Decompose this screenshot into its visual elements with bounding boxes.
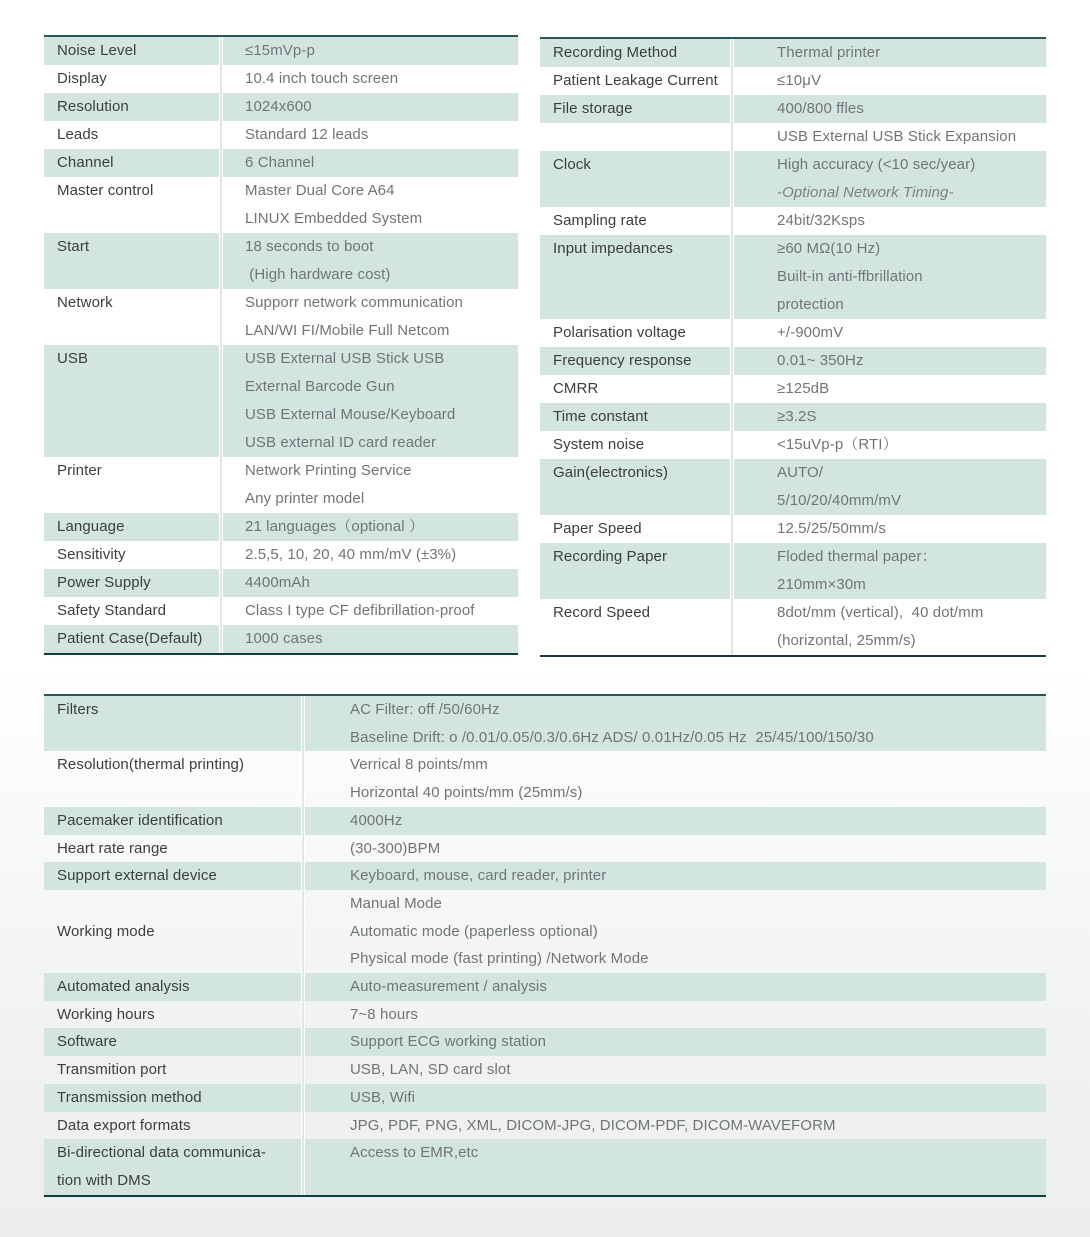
spec-value: <15uVp-p（RTI） [777,436,898,453]
spec-label: File storage [553,100,633,117]
spec-label: Safety Standard [57,602,167,619]
spec-value: ≤15mVp-p [245,42,315,59]
spec-label: Support external device [57,867,217,885]
spec-label: Polarisation voltage [553,324,686,341]
spec-row [44,973,1046,1001]
spec-row [44,457,518,513]
spec-row [44,625,518,653]
spec-label: Sensitivity [57,546,126,563]
spec-label: Patient Case(Default) [57,630,203,647]
spec-row [540,123,1046,151]
spec-row [44,1028,1046,1056]
spec-label: Frequency response [553,352,692,369]
spec-row [540,319,1046,347]
spec-label: Noise Level [57,42,137,59]
spec-row [44,93,518,121]
spec-row [44,65,518,93]
spec-value: 1000 cases [245,630,323,647]
spec-row [540,459,1046,515]
spec-value: 2.5,5, 10, 20, 40 mm/mV (±3%) [245,546,457,563]
spec-label: Resolution [57,98,129,115]
spec-row [540,347,1046,375]
spec-value: Keyboard, mouse, card reader, printer [350,867,607,885]
spec-label: Resolution(thermal printing) [57,756,245,774]
spec-row [44,149,518,177]
spec-row [540,207,1046,235]
spec-label: Software [57,1033,117,1051]
spec-label: CMRR [553,380,599,397]
spec-label: Input impedances [553,240,674,257]
spec-label: Record Speed [553,604,651,621]
spec-value: 21 languages（optional ） [245,518,425,535]
spec-label: Network [57,294,113,311]
spec-row [44,513,518,541]
spec-value: Manual Mode Automatic mode (paperless optional) Physical mode (fast printing) /Network Mode [350,894,649,968]
spec-row [44,121,518,149]
spec-row [44,345,518,457]
spec-value: Network Printing Service Any printer model [245,462,412,507]
spec-value: High accuracy (<10 sec/year) -Optional Network Timing- [777,156,976,201]
spec-label: Heart rate range [57,839,168,857]
spec-value: 12.5/25/50mm/s [777,520,886,537]
spec-row [540,67,1046,95]
spec-label: Sampling rate [553,212,647,229]
spec-label [540,123,732,151]
spec-row [44,289,518,345]
spec-row [44,1084,1046,1112]
spec-row [540,39,1046,67]
spec-row [44,541,518,569]
spec-value: Auto-measurement / analysis [350,978,547,996]
spec-label: Time constant [553,408,648,425]
spec-row [44,751,1046,806]
spec-row [540,403,1046,431]
spec-value: Thermal printer [777,44,881,61]
spec-row [44,37,518,65]
spec-value: Access to EMR,etc [350,1144,479,1162]
spec-value: (30-300)BPM [350,839,441,857]
spec-label: Transmition port [57,1061,167,1079]
spec-value: USB, LAN, SD card slot [350,1061,511,1079]
spec-value: 18 seconds to boot (High hardware cost) [245,238,391,283]
spec-row [540,599,1046,655]
spec-row [44,1139,1046,1194]
spec-value: ≥125dB [777,380,830,397]
spec-label: Start [57,238,90,255]
spec-row [540,431,1046,459]
spec-label: Master control [57,182,154,199]
spec-value: +/-900mV [777,324,844,341]
spec-row [44,177,518,233]
spec-label: Recording Method [553,44,678,61]
spec-value: 0.01~ 350Hz [777,352,864,369]
spec-value: 8dot/mm (vertical), 40 dot/mm (horizontal, 25mm/s) [777,604,984,649]
spec-value: Support ECG working station [350,1033,547,1051]
spec-row [44,696,1046,751]
spec-value: Standard 12 leads [245,126,369,143]
spec-label: Filters [57,701,99,718]
spec-value: Class I type CF defibrillation-proof [245,602,475,619]
spec-value: ≥60 MΩ(10 Hz) Built-in anti-ffbrillation protection [777,240,923,313]
spec-row [540,543,1046,599]
spec-label: Transmission method [57,1088,202,1106]
spec-table-features [44,694,1046,1197]
spec-value: Floded thermal paper： 210mm×30m [777,548,937,593]
spec-label: Power Supply [57,574,151,591]
spec-label: Printer [57,462,102,479]
spec-label: Working mode [57,922,155,940]
spec-row [540,235,1046,319]
spec-value: Verrical 8 points/mm Horizontal 40 points/mm (25mm/s) [350,756,583,802]
spec-row [44,862,1046,890]
spec-value: JPG, PDF, PNG, XML, DICOM-JPG, DICOM-PDF, DICOM-WAVEFORM [350,1116,836,1134]
spec-row [540,151,1046,207]
spec-label: Bi-directional data communica- tion with DMS [57,1144,266,1189]
spec-label: Display [57,70,107,87]
spec-label: Pacemaker identification [57,811,223,829]
spec-value: Supporr network communication LAN/WI FI/Mobile Full Netcom [245,294,463,339]
spec-label: System noise [553,436,645,453]
spec-value: 1024x600 [245,98,312,115]
spec-value: 6 Channel [245,154,315,171]
spec-value: 10.4 inch touch screen [245,70,399,87]
spec-value: 4000Hz [350,811,403,829]
spec-label: USB [57,350,89,367]
spec-row [44,233,518,289]
spec-value: USB External USB Stick Expansion [777,128,1017,145]
spec-value: ≥3.2S [777,408,817,425]
spec-value: 24bit/32Ksps [777,212,865,229]
spec-label: Gain(electronics) [553,464,669,481]
spec-label: Language [57,518,125,535]
spec-row [44,1001,1046,1029]
spec-table-general [44,35,518,655]
spec-label: Channel [57,154,114,171]
spec-label: Patient Leakage Current [553,72,718,89]
spec-value: 4400mAh [245,574,310,591]
spec-label: Working hours [57,1005,155,1023]
spec-value: AC Filter: off /50/60Hz Baseline Drift: o /0.01/0.05/0.3/0.6Hz ADS/ 0.01Hz/0.05 Hz 25/45/100/150/30 [350,701,874,746]
spec-value: USB, Wifi [350,1088,416,1106]
spec-value: USB External USB Stick USB External Barcode Gun USB External Mouse/Keyboard USB external ID card reader [245,350,456,451]
spec-label: Recording Paper [553,548,668,565]
spec-value: 400/800 ffles [777,100,864,117]
spec-row [44,1056,1046,1084]
spec-row [44,890,1046,973]
spec-label: Paper Speed [553,520,642,537]
spec-value: ≤10μV [777,72,822,89]
spec-value: 7~8 hours [350,1005,419,1023]
spec-row [44,807,1046,835]
spec-label: Clock [553,156,592,173]
spec-row [540,515,1046,543]
spec-row [44,1112,1046,1140]
spec-row [44,835,1046,863]
spec-label: Data export formats [57,1116,191,1134]
spec-label: Automated analysis [57,978,190,996]
spec-table-recording [540,37,1046,657]
spec-value: Master Dual Core A64 LINUX Embedded System [245,182,423,227]
spec-row [540,375,1046,403]
spec-row [540,95,1046,123]
spec-row [44,569,518,597]
spec-value: AUTO/ 5/10/20/40mm/mV [777,464,902,509]
spec-label: Leads [57,126,99,143]
spec-row [44,597,518,625]
